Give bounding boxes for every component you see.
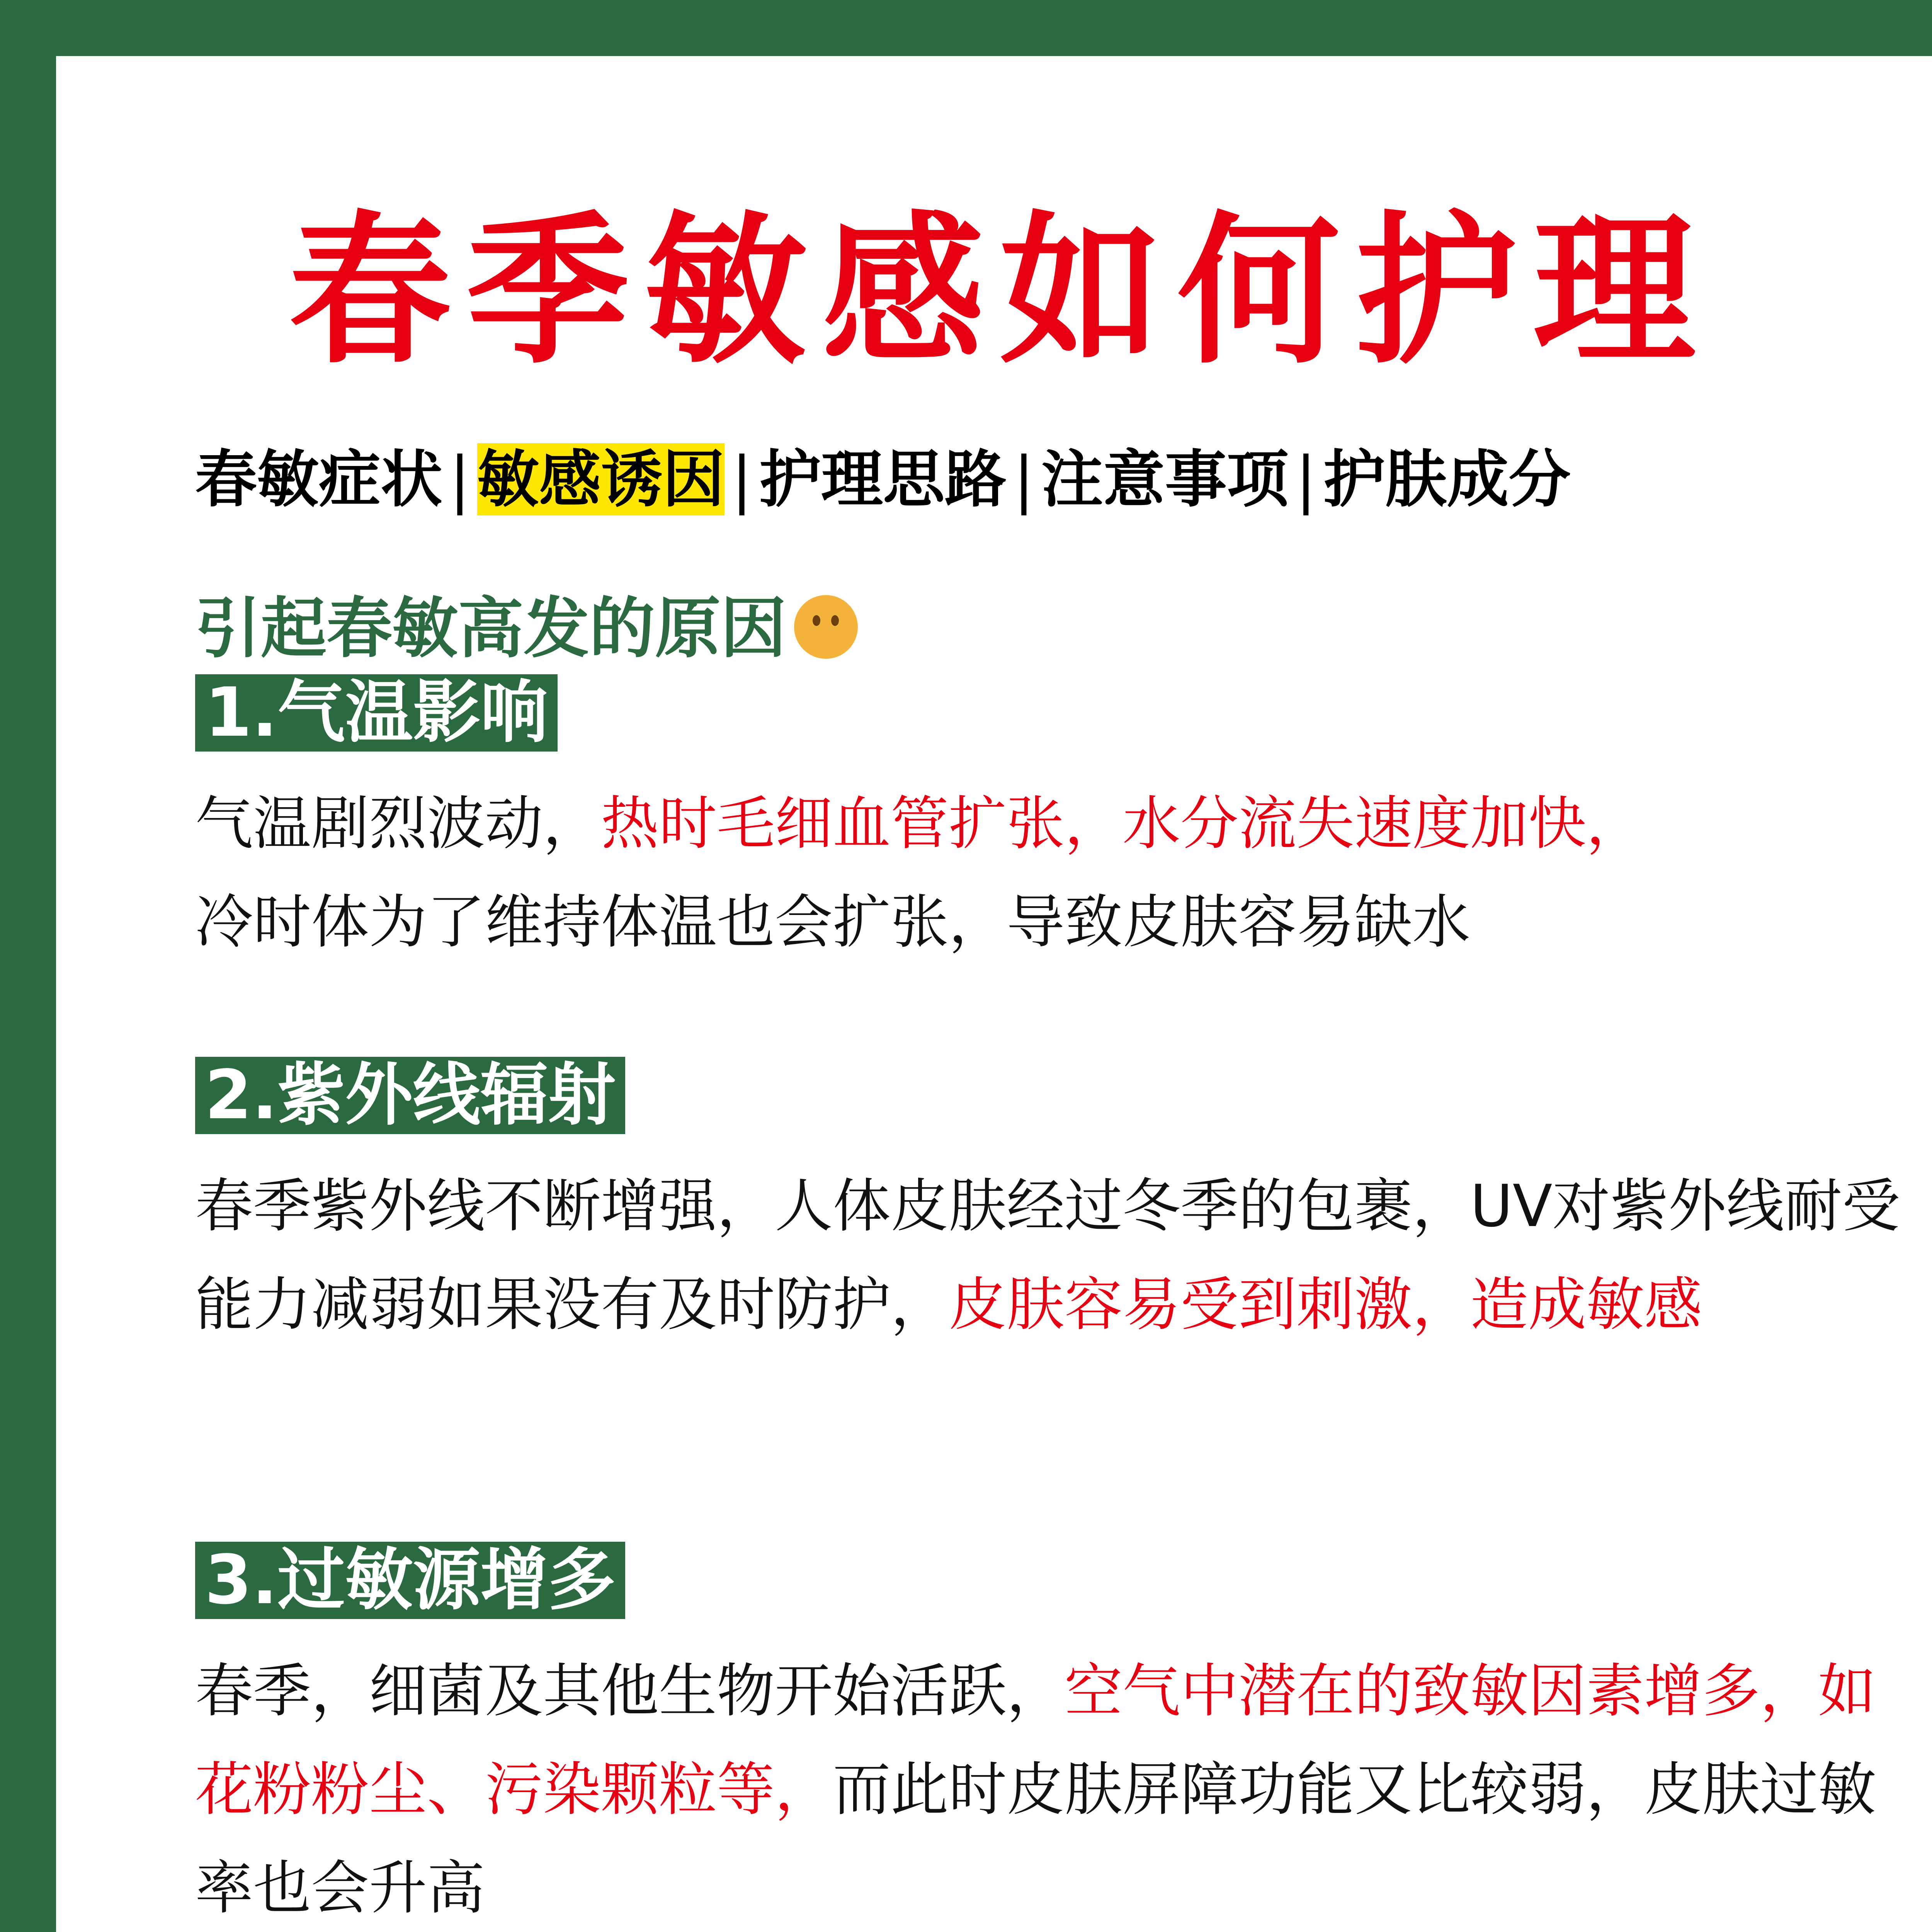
tag-precautions: 注意事项 (1041, 443, 1289, 515)
tag-skincare-ingredients: 护肤成分 (1323, 443, 1571, 515)
cause-description (195, 1157, 1915, 1354)
text-emphasis: 热时毛细血管扩张，水分流失速度加快， (601, 790, 1645, 857)
tag-separator: | (1013, 443, 1034, 515)
cause-label: 2.紫外线辐射 (195, 1057, 625, 1134)
section-heading (195, 589, 858, 668)
cause-description (195, 1642, 1915, 1932)
text-emphasis: 空气中潜在的致敏因素增多，如花粉粉尘、污染颗粒等， (195, 1658, 1876, 1823)
cause-section-uv (195, 1057, 1915, 1354)
text-normal: 春季紫外线不断增强，人体皮肤经过冬季的包裹，UV对紫外线耐受能力减弱如果没有及时防护， (195, 1173, 1900, 1338)
tag-sensitivity-triggers: 敏感诱因 (477, 443, 724, 515)
tag-spring-symptoms: 春敏症状 (195, 443, 443, 515)
text-normal: 冷时体为了维持体温也会扩张，导致皮肤容易缺水 (195, 889, 1471, 956)
tag-separator: | (449, 443, 470, 515)
text-normal: 而此时皮肤屏障功能又比较弱，皮肤过敏率也会升高 (195, 1756, 1876, 1922)
text-normal: 春季，细菌及其他生物开始活跃， (195, 1658, 1065, 1725)
tag-separator: | (731, 443, 752, 515)
page-title: 春季敏感如何护理 (289, 197, 1711, 386)
thinking-face-icon (794, 595, 858, 659)
tag-separator: | (1295, 443, 1316, 515)
cause-section-allergens (195, 1542, 1915, 1932)
cause-section-temperature (195, 674, 1915, 972)
topic-tag-bar (195, 442, 1571, 517)
text-normal: 气温剧烈波动， (195, 790, 601, 857)
cause-description (195, 775, 1915, 972)
tag-care-approach: 护理思路 (759, 443, 1007, 515)
cause-label: 1.气温影响 (195, 674, 558, 752)
cause-label: 3.过敏源增多 (195, 1542, 625, 1619)
content-card (56, 56, 1932, 1932)
text-emphasis: 皮肤容易受到刺激，造成敏感 (949, 1271, 1702, 1338)
section-heading-text: 引起春敏高发的原因 (195, 590, 787, 667)
